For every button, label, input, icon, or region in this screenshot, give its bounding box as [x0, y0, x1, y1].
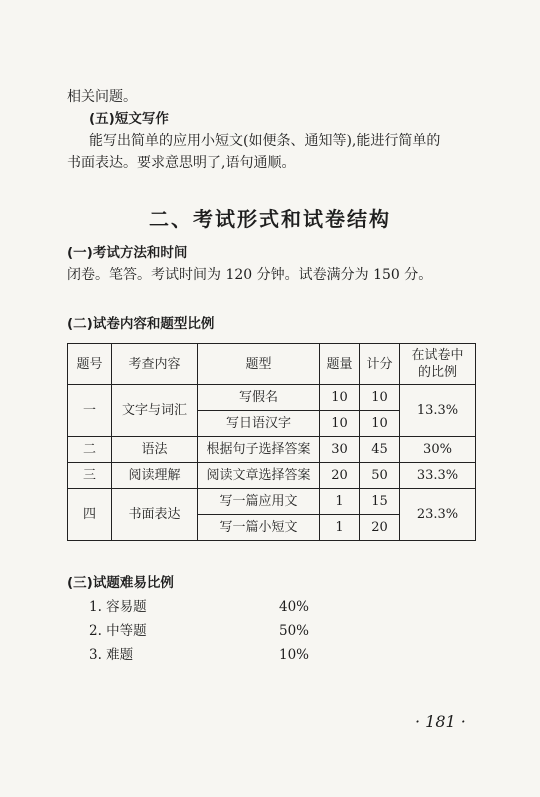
- difficulty-value: 10%: [279, 647, 310, 663]
- table-row: [68, 385, 476, 411]
- section-5-heading: (五)短文写作: [89, 111, 169, 127]
- paper-structure-table: [67, 343, 476, 541]
- question-score: 10: [360, 385, 400, 411]
- content-area: 阅读理解: [112, 463, 198, 489]
- question-type: 根据句子选择答案: [198, 437, 320, 463]
- header-cell: 题量: [320, 344, 360, 385]
- question-count: 10: [320, 411, 360, 437]
- question-score: 10: [360, 411, 400, 437]
- section-5-line-1: 能写出简单的应用小短文(如便条、通知等),能进行简单的: [89, 133, 441, 149]
- table-row: [68, 463, 476, 489]
- question-count: 1: [320, 489, 360, 515]
- proportion: 30%: [400, 437, 476, 463]
- page-number: · 181 ·: [415, 712, 466, 731]
- part-2-title: 二、考试形式和试卷结构: [149, 207, 391, 231]
- question-number: 四: [68, 489, 112, 541]
- table-row: [68, 489, 476, 515]
- question-type: 阅读文章选择答案: [198, 463, 320, 489]
- question-count: 1: [320, 515, 360, 541]
- content-area: 书面表达: [112, 489, 198, 541]
- continuation-text: 相关问题。: [67, 89, 137, 105]
- question-type: 写假名: [198, 385, 320, 411]
- header-cell: 计分: [360, 344, 400, 385]
- content-area: 语法: [112, 437, 198, 463]
- question-number: 二: [68, 437, 112, 463]
- table-row: [68, 437, 476, 463]
- header-cell-text: 在试卷中的比例: [411, 348, 464, 380]
- question-type: 写一篇小短文: [198, 515, 320, 541]
- difficulty-value: 40%: [279, 599, 310, 615]
- question-type: 写日语汉字: [198, 411, 320, 437]
- difficulty-value: 50%: [279, 623, 310, 639]
- question-count: 10: [320, 385, 360, 411]
- paper-content-heading: (二)试卷内容和题型比例: [67, 316, 215, 332]
- section-5-line-2: 书面表达。要求意思明了,语句通顺。: [67, 155, 296, 171]
- difficulty-label: 3. 难题: [89, 647, 134, 663]
- question-score: 50: [360, 463, 400, 489]
- difficulty-heading: (三)试题难易比例: [67, 575, 174, 591]
- proportion: 23.3%: [400, 489, 476, 541]
- content-area: 文字与词汇: [112, 385, 198, 437]
- question-type: 写一篇应用文: [198, 489, 320, 515]
- exam-method-heading: (一)考试方法和时间: [67, 245, 188, 261]
- header-cell: 考查内容: [112, 344, 198, 385]
- question-score: 20: [360, 515, 400, 541]
- question-score: 45: [360, 437, 400, 463]
- proportion: 33.3%: [400, 463, 476, 489]
- question-count: 30: [320, 437, 360, 463]
- exam-method-text: 闭卷。笔答。考试时间为 120 分钟。试卷满分为 150 分。: [67, 267, 433, 283]
- difficulty-label: 2. 中等题: [89, 623, 147, 639]
- header-cell: [400, 344, 476, 385]
- difficulty-label: 1. 容易题: [89, 599, 147, 615]
- header-cell: 题号: [68, 344, 112, 385]
- question-number: 一: [68, 385, 112, 437]
- proportion: 13.3%: [400, 385, 476, 437]
- question-score: 15: [360, 489, 400, 515]
- header-cell: 题型: [198, 344, 320, 385]
- question-number: 三: [68, 463, 112, 489]
- table-header-row: [68, 344, 476, 385]
- question-count: 20: [320, 463, 360, 489]
